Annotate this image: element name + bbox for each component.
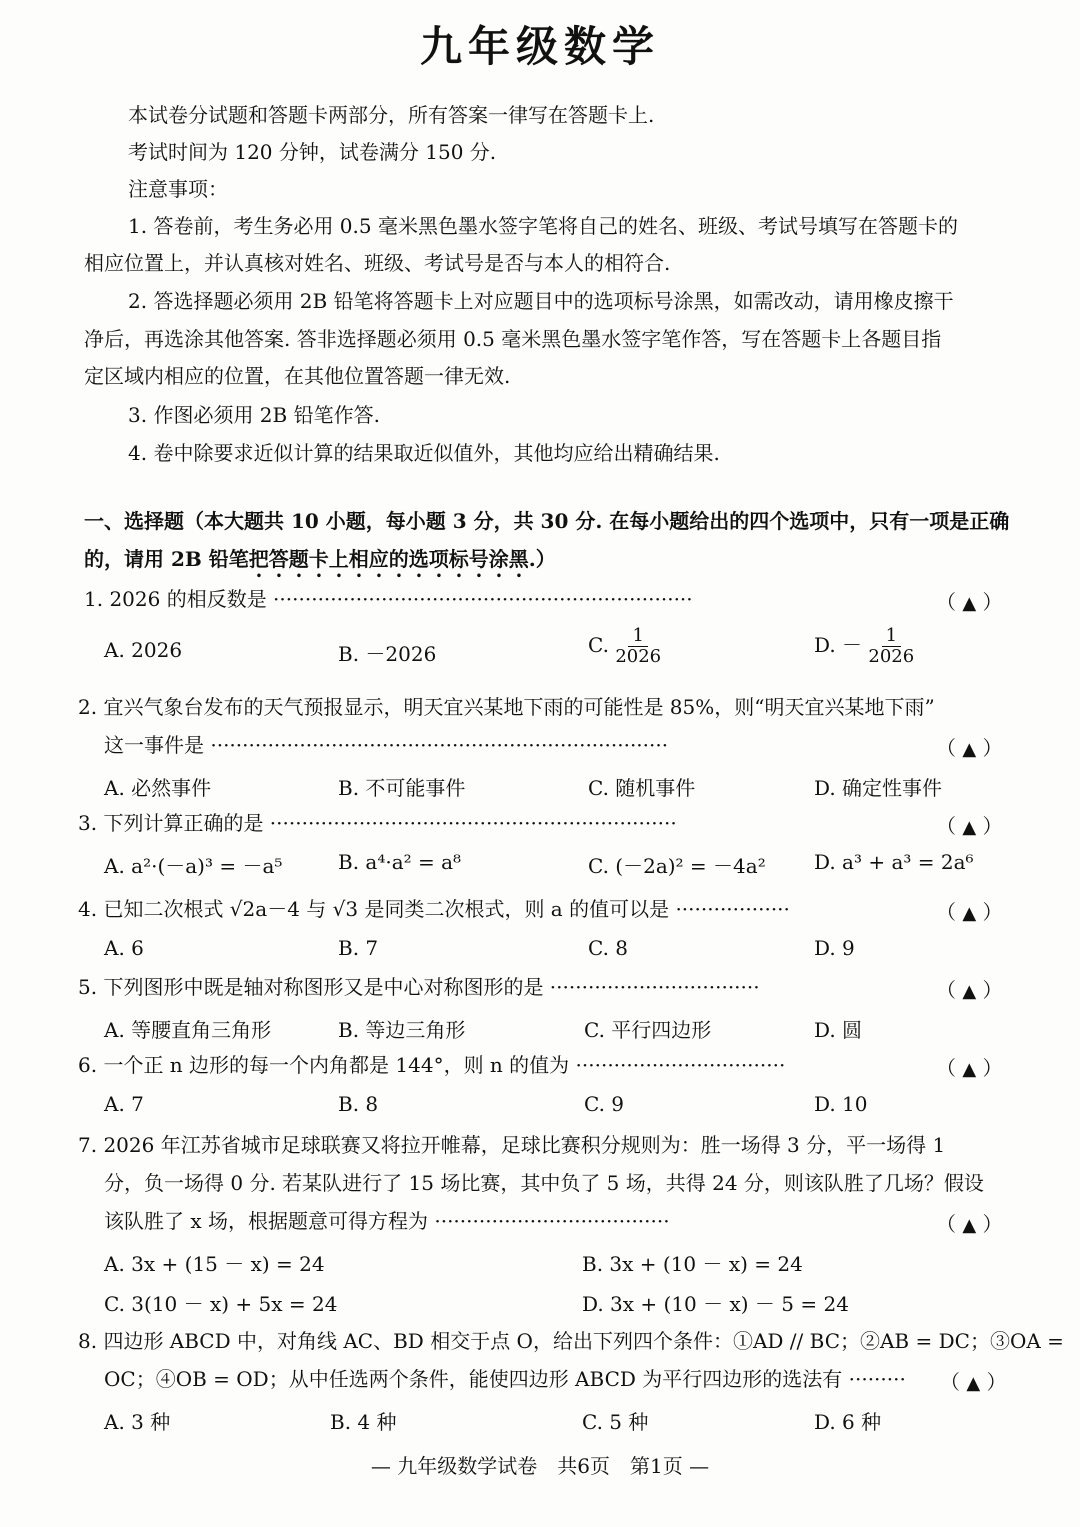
question-text: 5. 下列图形中既是轴对称图形又是中心对称图形的是 (78, 975, 544, 999)
option-c: C. 9 (584, 1092, 625, 1116)
fraction (868, 626, 914, 667)
option-b: B. －2026 (338, 642, 437, 666)
option-a: A. 7 (104, 1092, 144, 1116)
option-a: A. 3x + (15 － x) = 24 (104, 1252, 325, 1276)
option-a: A. 2026 (104, 638, 183, 662)
answer-slot-8: （ ▲ ） (940, 1370, 1007, 1394)
option-b: B. a⁴·a² = a⁸ (338, 850, 462, 874)
question-5-stem: 5. 下列图形中既是轴对称图形又是中心对称图形的是 ································· (78, 975, 760, 999)
option-c: C. 5 种 (582, 1410, 649, 1434)
option-a: A. 3 种 (104, 1410, 171, 1434)
option-d (814, 626, 914, 667)
question-1-stem: 1. 2026 的相反数是 ·································································· (84, 587, 693, 611)
note-line: 净后，再选涂其他答案. 答非选择题必须用 0.5 毫米黑色墨水签字笔作答，写在答题卡上各题目指 (84, 327, 942, 351)
option-a: A. a²·(－a)³ = －a⁵ (104, 854, 283, 878)
option-c: C. 8 (588, 936, 629, 960)
answer-mark: ▲ (962, 981, 977, 1002)
note-line: 2. 答选择题必须用 2B 铅笔将答题卡上对应题目中的选项标号涂黑，如需改动，请用橡皮擦干 (128, 289, 954, 313)
option-b: B. 3x + (10 － x) = 24 (582, 1252, 803, 1276)
option-b: B. 7 (338, 936, 379, 960)
question-text: OC；④OB = OD；从中任选两个条件，能使四边形 ABCD 为平行四边形的选法有 (104, 1367, 843, 1391)
option-d: D. a³ + a³ = 2a⁶ (814, 850, 974, 874)
numerator: 1 (628, 626, 647, 647)
option-d: D. 6 种 (814, 1410, 882, 1434)
option-c: C. (－2a)² = －4a² (588, 854, 766, 878)
option-label: D. － (814, 633, 863, 657)
option-c (588, 626, 661, 667)
question-4-stem: 4. 已知二次根式 √2a－4 与 √3 是同类二次根式，则 a 的值可以是 ·················· (78, 897, 790, 921)
option-b: B. 等边三角形 (338, 1018, 466, 1042)
question-8-stem-2: OC；④OB = OD；从中任选两个条件，能使四边形 ABCD 为平行四边形的选法有 ········· (104, 1367, 906, 1391)
answer-mark: ▲ (962, 1215, 977, 1236)
denominator: 2026 (868, 646, 915, 667)
answer-slot-3: （ ▲ ） (936, 814, 1003, 838)
question-2-stem: 2. 宜兴气象台发布的天气预报显示，明天宜兴某地下雨的可能性是 85%，则“明天宜兴某地下雨” (78, 695, 935, 719)
question-text: 该队胜了 x 场，根据题意可得方程为 (104, 1209, 428, 1233)
option-d: D. 9 (814, 936, 855, 960)
intro-line-2: 考试时间为 120 分钟，试卷满分 150 分. (128, 140, 497, 164)
note-line: 4. 卷中除要求近似计算的结果取近似值外，其他均应给出精确结果. (128, 441, 720, 465)
question-text: 6. 一个正 n 边形的每一个内角都是 144°，则 n 的值为 (78, 1053, 570, 1077)
note-line: 相应位置上，并认真核对姓名、班级、考试号是否与本人的相符合. (84, 251, 671, 275)
section-heading-part: .） (528, 547, 556, 571)
option-d: D. 10 (814, 1092, 868, 1116)
page-footer: — 九年级数学试卷 共6页 第1页 — (370, 1454, 710, 1478)
option-d: D. 3x + (10 － x) － 5 = 24 (582, 1292, 849, 1316)
answer-mark: ▲ (962, 817, 977, 838)
question-text: 1. 2026 的相反数是 (84, 587, 267, 611)
question-6-stem: 6. 一个正 n 边形的每一个内角都是 144°，则 n 的值为 ································· (78, 1053, 786, 1077)
denominator: 2026 (615, 646, 662, 667)
answer-slot-6: （ ▲ ） (936, 1056, 1003, 1080)
answer-slot-5: （ ▲ ） (936, 978, 1003, 1002)
question-7-stem-3: 该队胜了 x 场，根据题意可得方程为 ····································· (104, 1209, 670, 1233)
answer-slot-1: （ ▲ ） (936, 590, 1003, 614)
question-8-stem: 8. 四边形 ABCD 中，对角线 AC、BD 相交于点 O，给出下列四个条件：①AD // BC；②AB = DC；③OA = (78, 1329, 1064, 1353)
question-text: 这一事件是 (104, 733, 204, 757)
answer-slot-7: （ ▲ ） (936, 1212, 1003, 1236)
question-3-stem: 3. 下列计算正确的是 ································································ (78, 811, 677, 835)
answer-mark: ▲ (962, 903, 977, 924)
option-b: B. 8 (338, 1092, 379, 1116)
option-a: A. 必然事件 (104, 776, 212, 800)
answer-slot-4: （ ▲ ） (936, 900, 1003, 924)
option-c: C. 平行四边形 (584, 1018, 712, 1042)
question-7-stem-2: 分，负一场得 0 分. 若某队进行了 15 场比赛，其中负了 5 场，共得 24 分，则该队胜了几场？假设 (104, 1171, 984, 1195)
answer-slot-2: （ ▲ ） (936, 736, 1003, 760)
note-line: 定区域内相应的位置，在其他位置答题一律无效. (84, 364, 511, 388)
option-a: A. 6 (104, 936, 144, 960)
note-line: 3. 作图必须用 2B 铅笔作答. (128, 403, 380, 427)
intro-line-1: 本试卷分试题和答题卡两部分，所有答案一律写在答题卡上. (128, 103, 655, 127)
question-text: 3. 下列计算正确的是 (78, 811, 264, 835)
intro-line-3: 注意事项： (128, 177, 228, 201)
option-a: A. 等腰直角三角形 (104, 1018, 272, 1042)
question-text: 4. 已知二次根式 √2a－4 与 √3 是同类二次根式，则 a 的值可以是 (78, 897, 670, 921)
option-d: D. 确定性事件 (814, 776, 943, 800)
answer-mark: ▲ (966, 1373, 981, 1394)
page-title: 九年级数学 (419, 22, 660, 71)
fraction (615, 626, 661, 667)
section-heading-2 (84, 546, 556, 582)
answer-mark: ▲ (962, 593, 977, 614)
section-heading-emphasis: 把答题卡上相应的选项标号涂黑 (248, 547, 529, 571)
question-2-stem-2: 这一事件是 ········································································ (104, 733, 669, 757)
option-d: D. 圆 (814, 1018, 863, 1042)
option-label: C. (588, 633, 609, 657)
answer-mark: ▲ (962, 1059, 977, 1080)
option-c: C. 3(10 － x) + 5x = 24 (104, 1292, 338, 1316)
option-b: B. 不可能事件 (338, 776, 466, 800)
option-c: C. 随机事件 (588, 776, 696, 800)
section-heading: 一、选择题（本大题共 10 小题，每小题 3 分，共 30 分. 在每小题给出的四个选项中，只有一项是正确 (84, 509, 1010, 533)
section-heading-part: 的，请用 2B 铅笔 (84, 547, 249, 571)
numerator: 1 (882, 626, 901, 647)
option-b: B. 4 种 (330, 1410, 397, 1434)
question-7-stem: 7. 2026 年江苏省城市足球联赛又将拉开帷幕，足球比赛积分规则为：胜一场得 3 分，平一场得 1 (78, 1133, 946, 1157)
note-line: 1. 答卷前，考生务必用 0.5 毫米黑色墨水签字笔将自己的姓名、班级、考试号填写在答题卡的 (128, 214, 958, 238)
answer-mark: ▲ (962, 739, 977, 760)
